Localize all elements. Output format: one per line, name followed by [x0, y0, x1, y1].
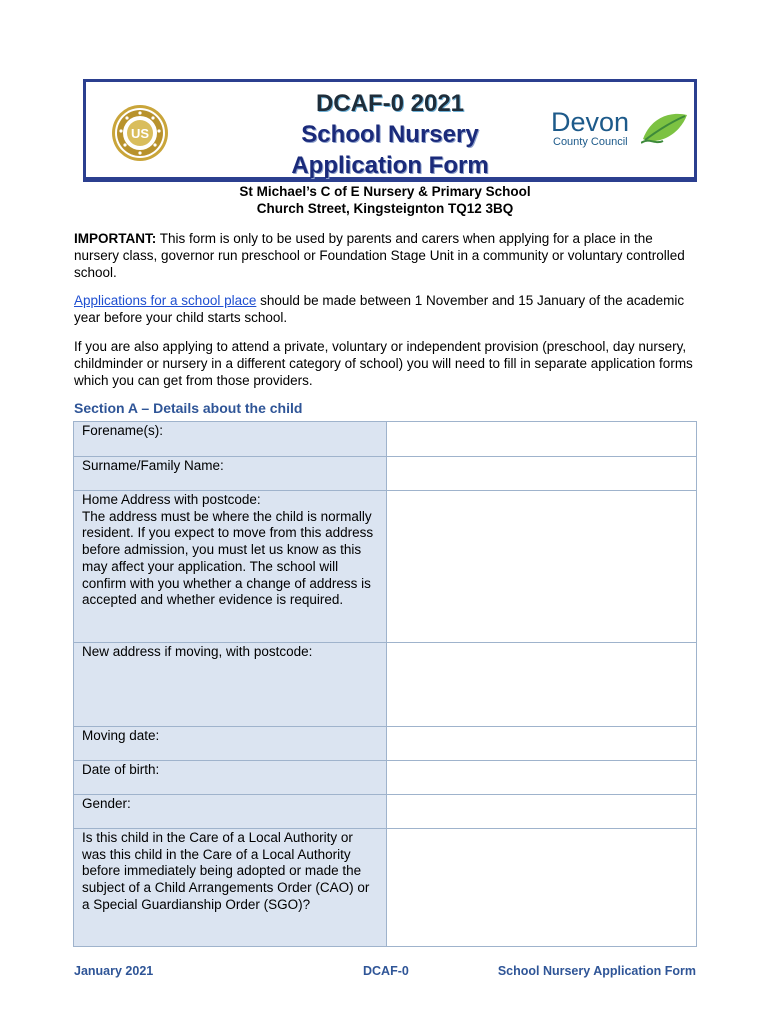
new-address-field[interactable]	[387, 643, 697, 727]
devon-logo-word: Devon	[551, 107, 630, 137]
leaf-icon	[641, 109, 689, 149]
application-dates-paragraph	[74, 292, 699, 326]
surname-label: Surname/Family Name:	[74, 457, 387, 491]
looked-after-child-field[interactable]	[387, 829, 697, 947]
footer-title: School Nursery Application Form	[497, 964, 696, 978]
important-notice	[74, 230, 699, 281]
home-address-label-cell	[74, 491, 387, 643]
forename-field[interactable]	[387, 422, 697, 457]
footer-code: DCAF-0	[363, 964, 409, 978]
devon-logo-subtitle: County Council	[553, 136, 628, 148]
table-row	[74, 795, 697, 829]
applications-link[interactable]: Applications for a school place	[74, 293, 257, 308]
footer-date: January 2021	[74, 964, 154, 978]
section-a-heading: Section A – Details about the child	[74, 400, 303, 416]
table-row	[74, 829, 697, 947]
school-name: St Michael’s C of E Nursery & Primary School	[239, 184, 531, 199]
svg-text:US: US	[130, 126, 150, 141]
form-title-line-2: Application Form	[291, 152, 489, 179]
header-banner	[83, 79, 697, 182]
table-row	[74, 457, 697, 491]
home-address-note: The address must be where the child is normally resident. If you expect to move from this address before admission, you must let us know as this may affect your application. The school will confirm with you whether a change of address is accepted and whether evidence is required.	[82, 508, 374, 608]
surname-field[interactable]	[387, 457, 697, 491]
table-row	[74, 422, 697, 457]
date-of-birth-field[interactable]	[387, 761, 697, 795]
application-dates-text: should be made between 1 November and 15 January of the academic year before your child starts school.	[74, 293, 685, 325]
moving-date-field[interactable]	[387, 727, 697, 761]
gender-label: Gender:	[74, 795, 387, 829]
home-address-label: Home Address with postcode:	[82, 492, 261, 507]
important-label: IMPORTANT:	[74, 231, 157, 246]
table-row	[74, 761, 697, 795]
moving-date-label: Moving date:	[74, 727, 387, 761]
date-of-birth-label: Date of birth:	[74, 761, 387, 795]
table-row	[74, 727, 697, 761]
form-title-line-1: School Nursery	[301, 121, 479, 148]
devon-county-council-logo	[551, 107, 691, 159]
new-address-label: New address if moving, with postcode:	[74, 643, 387, 727]
school-address: Church Street, Kingsteignton TQ12 3BQ	[256, 201, 514, 216]
important-text: This form is only to be used by parents and carers when applying for a place in the nursery class, governor run preschool or Foundation Stage Unit in a community or voluntary controlled school.	[74, 231, 685, 280]
child-details-table	[73, 421, 697, 947]
forename-label: Forename(s):	[74, 422, 387, 457]
table-row	[74, 643, 697, 727]
table-row	[74, 491, 697, 643]
looked-after-child-label: Is this child in the Care of a Local Authority or was this child in the Care of a Local Authority before immediately being adopted or made the subject of a Child Arrangements Order (CAO) or a Special Guardianship Order (SGO)?	[74, 829, 387, 947]
other-providers-paragraph: If you are also applying to attend a private, voluntary or independent provision (preschool, day nursery, childminder or nursery in a different category of school) you will need to fill in separate application forms which you can get from those providers.	[74, 339, 693, 388]
gender-field[interactable]	[387, 795, 697, 829]
form-code-year: DCAF-0 2021	[315, 90, 465, 117]
home-address-field[interactable]	[387, 491, 697, 643]
